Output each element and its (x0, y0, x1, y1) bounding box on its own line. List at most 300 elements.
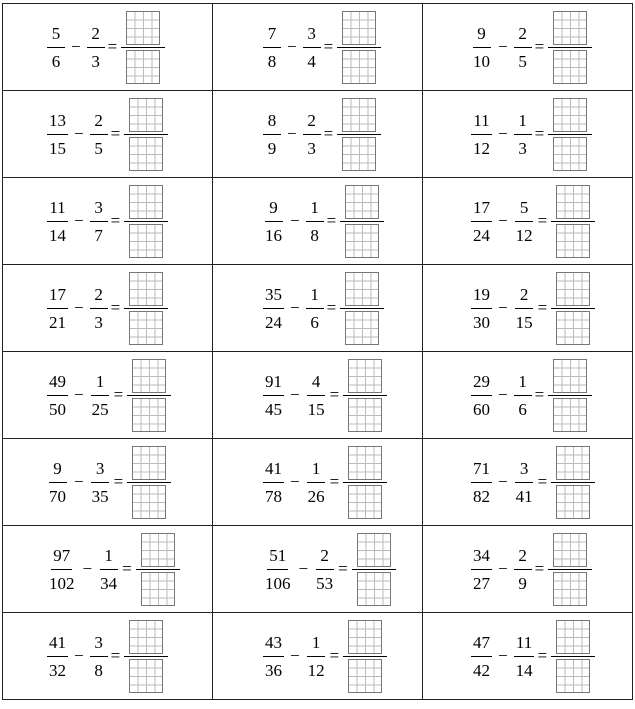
problem-row (3, 265, 633, 352)
subtrahend-denominator: 34 (100, 573, 118, 593)
problem-cell (213, 91, 423, 178)
equals-sign: = (107, 37, 118, 56)
minuend-denominator: 12 (473, 138, 490, 158)
answer-fraction-bar (551, 656, 595, 657)
answer-fraction-bar (127, 482, 171, 483)
minuend-denominator: 42 (473, 660, 490, 680)
answer-fraction-bar (124, 221, 168, 222)
answer-denominator-box[interactable] (132, 398, 166, 432)
answer-numerator-box[interactable] (553, 359, 587, 393)
minuend-numerator: 19 (471, 286, 492, 309)
subtraction-expression (263, 178, 384, 264)
problem-cell (3, 91, 213, 178)
minus-sign: − (74, 472, 84, 491)
subtrahend-fraction (87, 25, 105, 70)
subtraction-expression (263, 439, 387, 525)
minuend-fraction (471, 460, 492, 505)
answer-fraction (551, 272, 595, 345)
answer-fraction-bar (551, 221, 595, 222)
minus-sign: − (287, 37, 297, 56)
subtraction-expression (263, 352, 387, 438)
equals-sign: = (110, 646, 121, 665)
answer-numerator-box[interactable] (556, 446, 590, 480)
answer-fraction-bar (548, 395, 592, 396)
answer-numerator-box[interactable] (129, 98, 163, 132)
equals-sign: = (110, 298, 121, 317)
subtraction-expression (471, 178, 595, 264)
subtrahend-fraction (303, 112, 321, 157)
equals-sign: = (534, 124, 545, 143)
answer-numerator-box[interactable] (141, 533, 175, 567)
minus-sign: − (498, 385, 508, 404)
minuend-numerator: 41 (263, 460, 284, 483)
problem-cell (423, 439, 633, 526)
minuend-denominator: 6 (51, 51, 61, 71)
minuend-denominator: 45 (265, 399, 282, 419)
subtrahend-denominator: 5 (518, 51, 527, 71)
answer-numerator-box[interactable] (129, 620, 163, 654)
answer-denominator-box[interactable] (556, 224, 590, 258)
subtrahend-denominator: 12 (307, 660, 325, 680)
problem-cell (423, 526, 633, 613)
subtrahend-denominator: 26 (307, 486, 325, 506)
minuend-fraction (47, 199, 68, 244)
answer-numerator-box[interactable] (342, 11, 376, 45)
answer-numerator-box[interactable] (126, 11, 160, 45)
equals-sign: = (110, 211, 121, 230)
answer-denominator-box[interactable] (126, 50, 160, 84)
subtrahend-numerator: 1 (307, 634, 325, 657)
minuend-numerator: 7 (263, 25, 281, 48)
problem-cell (3, 265, 213, 352)
answer-fraction-bar (548, 134, 592, 135)
answer-fraction (127, 446, 171, 519)
problem-cell (213, 613, 423, 700)
problem-cell (213, 352, 423, 439)
equals-sign: = (534, 559, 545, 578)
minuend-fraction (471, 634, 492, 679)
minuend-denominator: 30 (473, 312, 490, 332)
subtraction-expression (47, 265, 168, 351)
problem-cell (213, 526, 423, 613)
answer-denominator-box[interactable] (141, 572, 175, 606)
minus-sign: − (82, 559, 93, 578)
equals-sign: = (122, 559, 132, 578)
minus-sign: − (498, 298, 508, 317)
answer-fraction (343, 620, 387, 693)
minuend-numerator: 13 (47, 112, 68, 135)
answer-fraction (551, 185, 595, 258)
minuend-numerator: 8 (263, 112, 281, 135)
minuend-denominator: 9 (267, 138, 277, 158)
subtrahend-numerator: 3 (91, 460, 109, 483)
answer-fraction (548, 533, 592, 606)
minus-sign: − (498, 211, 508, 230)
problem-row (3, 352, 633, 439)
answer-numerator-box[interactable] (132, 359, 166, 393)
subtrahend-fraction (306, 634, 327, 679)
equals-sign: = (323, 124, 334, 143)
subtrahend-fraction (90, 460, 111, 505)
minuend-numerator: 9 (265, 199, 283, 222)
problem-cell (423, 4, 633, 91)
subtrahend-denominator: 35 (91, 486, 109, 506)
answer-fraction (343, 359, 387, 432)
answer-denominator-box[interactable] (553, 398, 587, 432)
answer-denominator-box[interactable] (345, 224, 379, 258)
minus-sign: − (498, 559, 508, 578)
answer-numerator-box[interactable] (556, 185, 590, 219)
subtrahend-denominator: 3 (91, 51, 100, 71)
answer-fraction-bar (337, 134, 381, 135)
subtrahend-numerator: 3 (515, 460, 533, 483)
problem-cell (423, 265, 633, 352)
answer-denominator-box[interactable] (348, 659, 382, 693)
minus-sign: − (290, 385, 300, 404)
minus-sign: − (498, 124, 508, 143)
equals-sign: = (326, 298, 337, 317)
subtrahend-fraction (514, 112, 532, 157)
problem-row (3, 178, 633, 265)
answer-fraction (551, 446, 595, 519)
subtrahend-numerator: 11 (514, 634, 534, 657)
subtraction-expression (47, 526, 180, 612)
answer-fraction-bar (136, 569, 180, 570)
problem-cell (423, 613, 633, 700)
problem-cell (3, 178, 213, 265)
minus-sign: − (290, 646, 300, 665)
answer-numerator-box[interactable] (553, 533, 587, 567)
answer-numerator-box[interactable] (556, 272, 590, 306)
minuend-numerator: 43 (263, 634, 284, 657)
minuend-fraction (471, 286, 492, 331)
subtraction-expression (471, 352, 592, 438)
subtrahend-numerator: 2 (515, 286, 533, 309)
problem-grid (2, 3, 633, 700)
subtrahend-denominator: 15 (307, 399, 325, 419)
subtraction-expression (263, 265, 384, 351)
problem-row (3, 613, 633, 700)
answer-numerator-box[interactable] (348, 620, 382, 654)
subtrahend-fraction (90, 112, 108, 157)
answer-fraction-bar (337, 47, 381, 48)
subtrahend-numerator: 1 (100, 547, 118, 570)
minuend-fraction (471, 25, 492, 70)
subtrahend-numerator: 2 (87, 25, 105, 48)
answer-fraction (340, 272, 384, 345)
subtraction-expression (263, 613, 387, 699)
minus-sign: − (74, 211, 84, 230)
subtrahend-denominator: 5 (94, 138, 103, 158)
subtrahend-fraction (514, 25, 532, 70)
subtrahend-numerator: 4 (307, 373, 325, 396)
minuend-numerator: 49 (47, 373, 68, 396)
problem-cell (3, 352, 213, 439)
answer-numerator-box[interactable] (348, 359, 382, 393)
minuend-denominator: 82 (473, 486, 490, 506)
minus-sign: − (290, 298, 300, 317)
problem-cell (3, 613, 213, 700)
minuend-fraction (47, 25, 65, 70)
subtrahend-fraction (306, 286, 324, 331)
equals-sign: = (329, 646, 340, 665)
subtraction-expression (263, 91, 381, 177)
minuend-denominator: 60 (473, 399, 490, 419)
subtrahend-numerator: 2 (514, 547, 532, 570)
subtraction-expression (47, 178, 168, 264)
subtrahend-numerator: 2 (514, 25, 532, 48)
minus-sign: − (498, 37, 508, 56)
answer-fraction (121, 11, 165, 84)
subtrahend-numerator: 2 (90, 112, 108, 135)
subtrahend-numerator: 1 (91, 373, 109, 396)
minuend-denominator: 14 (49, 225, 66, 245)
subtrahend-denominator: 8 (310, 225, 319, 245)
subtraction-expression (47, 613, 168, 699)
minus-sign: − (74, 646, 84, 665)
answer-denominator-box[interactable] (129, 224, 163, 258)
answer-fraction-bar (121, 47, 165, 48)
answer-fraction (340, 185, 384, 258)
subtrahend-denominator: 6 (310, 312, 319, 332)
subtraction-expression (471, 613, 595, 699)
subtrahend-denominator: 4 (307, 51, 316, 71)
equals-sign: = (326, 211, 337, 230)
subtrahend-fraction (514, 286, 535, 331)
answer-denominator-box[interactable] (342, 50, 376, 84)
minuend-fraction (263, 25, 281, 70)
answer-fraction-bar (352, 569, 396, 570)
answer-fraction (548, 11, 592, 84)
subtrahend-denominator: 15 (515, 312, 533, 332)
answer-fraction (337, 11, 381, 84)
subtrahend-denominator: 53 (316, 573, 334, 593)
subtrahend-numerator: 2 (303, 112, 321, 135)
problem-cell (423, 352, 633, 439)
minuend-numerator: 35 (263, 286, 284, 309)
subtraction-expression (471, 91, 592, 177)
equals-sign: = (534, 37, 545, 56)
minuend-fraction (263, 112, 281, 157)
minuend-fraction (263, 634, 284, 679)
answer-fraction-bar (343, 656, 387, 657)
answer-fraction (551, 620, 595, 693)
minus-sign: − (74, 385, 84, 404)
subtrahend-denominator: 3 (94, 312, 103, 332)
subtrahend-fraction (90, 199, 108, 244)
subtrahend-numerator: 3 (303, 25, 321, 48)
subtrahend-fraction (514, 460, 535, 505)
answer-fraction (548, 359, 592, 432)
problem-cell (3, 439, 213, 526)
answer-denominator-box[interactable] (556, 659, 590, 693)
minuend-denominator: 70 (49, 486, 66, 506)
answer-denominator-box[interactable] (553, 572, 587, 606)
answer-fraction-bar (124, 134, 168, 135)
answer-numerator-box[interactable] (132, 446, 166, 480)
equals-sign: = (537, 472, 548, 491)
answer-fraction (136, 533, 180, 606)
answer-fraction (124, 98, 168, 171)
subtrahend-denominator: 3 (307, 138, 316, 158)
minuend-numerator: 9 (49, 460, 67, 483)
answer-denominator-box[interactable] (357, 572, 391, 606)
subtraction-expression (47, 352, 171, 438)
minuend-fraction (47, 460, 68, 505)
minuend-numerator: 5 (47, 25, 65, 48)
minuend-denominator: 10 (473, 51, 490, 71)
problem-row (3, 526, 633, 613)
minuend-numerator: 11 (47, 199, 67, 222)
subtrahend-denominator: 3 (518, 138, 527, 158)
answer-numerator-box[interactable] (553, 11, 587, 45)
subtraction-expression (471, 265, 595, 351)
minuend-numerator: 91 (263, 373, 284, 396)
minuend-fraction (471, 547, 492, 592)
subtrahend-denominator: 12 (515, 225, 533, 245)
minuend-denominator: 27 (473, 573, 490, 593)
answer-numerator-box[interactable] (345, 185, 379, 219)
problem-cell (423, 91, 633, 178)
answer-denominator-box[interactable] (556, 485, 590, 519)
minus-sign: − (290, 211, 300, 230)
minus-sign: − (287, 124, 297, 143)
answer-fraction (343, 446, 387, 519)
problem-cell (423, 178, 633, 265)
problem-cell (213, 439, 423, 526)
subtrahend-fraction (306, 199, 324, 244)
subtrahend-numerator: 3 (90, 199, 108, 222)
minuend-denominator: 16 (265, 225, 282, 245)
minuend-denominator: 21 (49, 312, 66, 332)
minus-sign: − (290, 472, 300, 491)
minuend-fraction (471, 373, 492, 418)
answer-denominator-box[interactable] (345, 311, 379, 345)
subtrahend-fraction (514, 634, 535, 679)
subtrahend-numerator: 5 (515, 199, 533, 222)
equals-sign: = (329, 385, 340, 404)
answer-fraction-bar (124, 656, 168, 657)
minuend-numerator: 34 (471, 547, 492, 570)
minuend-fraction (47, 634, 68, 679)
subtrahend-fraction (514, 373, 532, 418)
minus-sign: − (74, 298, 84, 317)
answer-denominator-box[interactable] (129, 311, 163, 345)
subtrahend-denominator: 8 (94, 660, 103, 680)
answer-denominator-box[interactable] (129, 137, 163, 171)
minus-sign: − (498, 472, 508, 491)
equals-sign: = (537, 298, 548, 317)
minuend-numerator: 41 (47, 634, 68, 657)
answer-numerator-box[interactable] (129, 185, 163, 219)
minus-sign: − (74, 124, 84, 143)
subtraction-expression (263, 526, 396, 612)
subtrahend-numerator: 2 (90, 286, 108, 309)
answer-denominator-box[interactable] (348, 485, 382, 519)
answer-denominator-box[interactable] (132, 485, 166, 519)
minuend-numerator: 29 (471, 373, 492, 396)
subtrahend-fraction (514, 199, 535, 244)
minuend-denominator: 36 (265, 660, 282, 680)
subtraction-expression (471, 439, 595, 525)
minuend-denominator: 106 (265, 573, 291, 593)
answer-numerator-box[interactable] (345, 272, 379, 306)
answer-denominator-box[interactable] (553, 50, 587, 84)
answer-fraction-bar (343, 482, 387, 483)
problem-row (3, 439, 633, 526)
equals-sign: = (113, 472, 124, 491)
subtrahend-fraction (303, 25, 321, 70)
subtrahend-fraction (306, 373, 327, 418)
answer-denominator-box[interactable] (553, 137, 587, 171)
answer-numerator-box[interactable] (556, 620, 590, 654)
problem-cell (213, 4, 423, 91)
answer-fraction (352, 533, 396, 606)
minuend-fraction (47, 286, 68, 331)
minuend-fraction (263, 460, 284, 505)
subtrahend-numerator: 1 (514, 373, 532, 396)
answer-numerator-box[interactable] (357, 533, 391, 567)
minus-sign: − (498, 646, 508, 665)
equals-sign: = (323, 37, 334, 56)
problem-cell (213, 265, 423, 352)
minuend-fraction (47, 112, 68, 157)
subtrahend-numerator: 1 (306, 199, 324, 222)
subtraction-expression (471, 4, 592, 90)
answer-fraction-bar (340, 221, 384, 222)
answer-fraction (127, 359, 171, 432)
equals-sign: = (537, 646, 548, 665)
answer-denominator-box[interactable] (342, 137, 376, 171)
problem-cell (3, 4, 213, 91)
answer-fraction-bar (343, 395, 387, 396)
minuend-fraction (263, 199, 284, 244)
answer-denominator-box[interactable] (556, 311, 590, 345)
subtrahend-denominator: 25 (91, 399, 109, 419)
answer-denominator-box[interactable] (129, 659, 163, 693)
equals-sign: = (537, 211, 548, 230)
subtrahend-fraction (98, 547, 119, 592)
answer-numerator-box[interactable] (342, 98, 376, 132)
answer-denominator-box[interactable] (348, 398, 382, 432)
answer-numerator-box[interactable] (553, 98, 587, 132)
subtrahend-denominator: 9 (518, 573, 527, 593)
subtrahend-denominator: 7 (94, 225, 103, 245)
minuend-denominator: 102 (49, 573, 75, 593)
answer-fraction-bar (124, 308, 168, 309)
answer-fraction-bar (340, 308, 384, 309)
minuend-fraction (47, 373, 68, 418)
minuend-denominator: 15 (49, 138, 66, 158)
subtrahend-fraction (514, 547, 532, 592)
subtrahend-fraction (90, 373, 111, 418)
subtrahend-numerator: 1 (514, 112, 532, 135)
answer-fraction (124, 620, 168, 693)
minus-sign: − (71, 37, 81, 56)
minuend-fraction (471, 199, 492, 244)
subtrahend-numerator: 1 (306, 286, 324, 309)
minus-sign: − (298, 559, 309, 578)
answer-numerator-box[interactable] (129, 272, 163, 306)
subtrahend-fraction (306, 460, 327, 505)
answer-fraction (124, 185, 168, 258)
equals-sign: = (110, 124, 121, 143)
answer-fraction-bar (548, 569, 592, 570)
subtraction-expression (47, 439, 171, 525)
answer-numerator-box[interactable] (348, 446, 382, 480)
minuend-numerator: 51 (267, 547, 288, 570)
answer-fraction-bar (127, 395, 171, 396)
